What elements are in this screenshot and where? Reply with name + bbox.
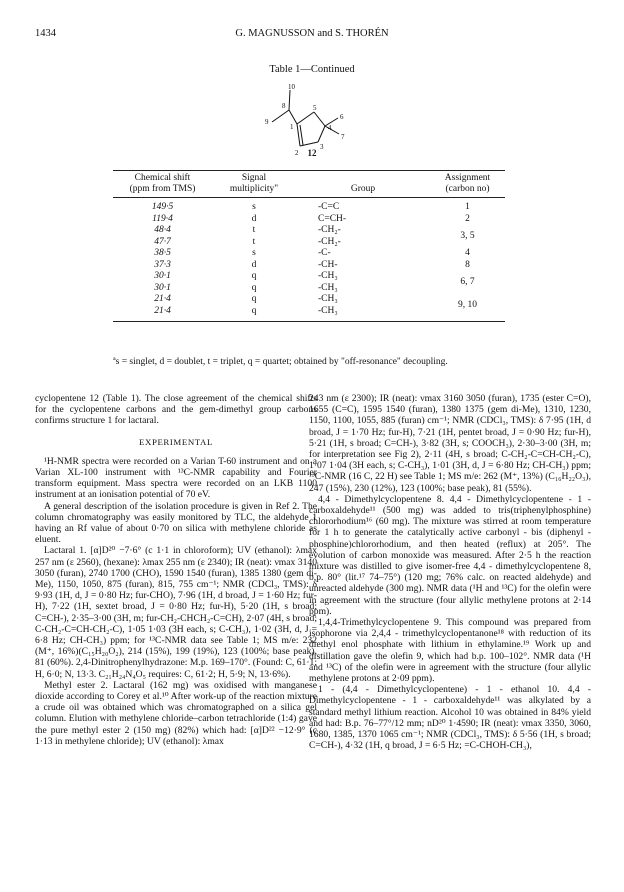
table-row: [113, 271, 505, 283]
table-footnote: ªs = singlet, d = doublet, t = triplet, q = quartet; obtained by "off-resonance" decoupling.: [113, 357, 448, 367]
paragraph: Lactaral 1. [α]D²⁰ −7·6° (c 1·1 in chloroform); UV (ethanol): λmax 257 nm (ε 2560), (hexane): λmax 255 nm (ε 2340); IR (neat): νmax 3140 3050 (furan), 2740 1700 (CHO), 1590 1540 (furan), 1385 1380 (gem di-Me), 1150, 1050, 875 (furan), 815, 755 cm⁻¹; NMR (CDCl₃, TMS): δ 9·93 (1H, d, J = 0·80 Hz; fur-CHO), 7·96 (1H, d broad, J = 1·60 Hz; fur-H), 7·22 (1H, sextet broad, J = 0·80 Hz; fur-H), 5·20 (1H, s broad; C=CH-), 2·35–3·00 (3H, m; fur-CH₂-CHCH₂-C=CH), 2·07 (4H, s broad; C-CH₂-C=CH-CH₂-C), 1·05 1·03 (3H each, s; C-CH₃), 1·02 (3H, d, J = 6·8 Hz; CH-CH₃) ppm; for ¹³C-NMR data see Table 1; MS m/e: 232 (M⁺, 16%)(C₁₅H₂₀O₂), 214 (15%), 199 (19%), 123 (100%; base peak), 81 (60%). 2,4-Dinitrophenylhydrazone: M.p. 169–170°. (Found: C, 61·1; H, 6·0; N, 13·3. C₂₁H₂₄N₄O₅ requires: C, 61·2; H, 5·9; N, 13·6%).: [35, 545, 317, 680]
cell-group: -C=C: [318, 202, 340, 212]
paragraph: A general description of the isolation procedure is given in Ref 2. The column chromatography was easily monitored by TLC, the aldehyde 1 having an Rf value of about 0·70 on silica with methylene chloride as eluent.: [35, 500, 317, 546]
cell-signal: d: [251, 259, 257, 270]
cell-signal: s: [252, 248, 256, 258]
header-chemical-shift: Chemical shift (ppm from TMS): [129, 173, 196, 194]
bond-c3-c4: [318, 126, 325, 142]
bond-c4-c6: [325, 118, 338, 126]
atom-label: 8: [282, 102, 286, 110]
paragraph: Methyl ester 2. Lactaral (162 mg) was oxidised with manganese dioxide according to Corey et al.¹⁰ After work-up of the reaction mixture a crude oil was obtained which was chromatographed on a silica gel column. Elution with methylene chloride–carbon tetrachloride (1:4) gave the pure methyl ester 2 (150 mg) (82%) which had: [α]D²² −12·9° (c 1·13 in methylene chloride); UV (ethanol): λmax: [35, 679, 317, 747]
table-row: [113, 202, 505, 214]
bond-c1-c2: [297, 124, 300, 146]
cell-assignment: 8: [465, 259, 470, 270]
cell-shift: 21·4: [154, 305, 171, 316]
table-row: [113, 260, 505, 272]
page-number: 1434: [35, 28, 56, 39]
running-header: [35, 28, 589, 42]
atom-label: 3: [320, 143, 324, 151]
cell-shift: 37·3: [154, 259, 171, 270]
bond-c1-c5: [297, 112, 314, 124]
cell-shift: 149·5: [151, 202, 174, 212]
cell-group: -CH₃: [318, 305, 338, 316]
running-authors: G. MAGNUSSON and S. THORÉN: [235, 28, 389, 39]
cell-group: -CH₂-: [318, 236, 341, 247]
atom-label: 6: [340, 113, 344, 121]
nmr-data-table: [113, 170, 505, 322]
cell-assignment: 6, 7: [460, 276, 475, 287]
compound-number: 12: [307, 148, 317, 158]
cell-group: C=CH-: [318, 213, 347, 224]
cell-assignment: 3, 5: [460, 230, 475, 241]
paragraph: 1,4,4-Trimethylcyclopentene 9. This compound was prepared from isophorone via 2,4,4 - trimethylcyclopentanone¹⁸ with reduction of its diethyl enol phosphate with lithium in ethylamine.¹⁹ Work up and distillation gave the olefin 9, which had b.p. 100–102°. NMR data (¹H and ¹³C) of the olefin were in agreement with the structure (four allylic methylene protons at 2·09 ppm).: [309, 617, 591, 685]
table-row: [113, 225, 505, 237]
cell-assignment: 2: [465, 213, 470, 224]
paragraph: cyclopentene 12 (Table 1). The close agreement of the chemical shifts for the cyclopentene carbons and the gem-dimethyl group carbons confirms structure 1 for lactaral.: [35, 393, 317, 427]
cell-signal: q: [251, 271, 257, 281]
cell-shift: 30·1: [154, 271, 171, 281]
table-header-row: [113, 171, 505, 198]
cell-group: -CH₃: [318, 294, 338, 304]
cell-assignment: 4: [465, 248, 470, 258]
paragraph: 243 nm (ε 2300); IR (neat): νmax 3160 3050 (furan), 1735 (ester C=O), 1655 (C=C), 1595 1540 (furan), 1380 1375 (gem di-Me), 1310, 1230, 1150, 1100, 1055, 885 (furan) cm⁻¹; NMR (CDCl₃, TMS): δ 7·95 (1H, d broad, J = 1·70 Hz; fur-H), 7·21 (1H, pentet broad, J = 0·90 Hz; fur-H), 5·21 (1H, s broad; C=CH-), 3·82 (3H, s; COOCH₃), 2·30–3·00 (3H, m; for interpretation see Fig 2), 2·11 (4H, s broad; C-CH₂-C=CH-CH₂-C), 1·07 1·04 (3H each, s; C-CH₃), 1·01 (3H, d, J = 6·80 Hz; CH-CH₃) ppm; ¹³C-NMR (16 C, 22 H) see Table 1; MS m/e: 262 (M⁺, 13%) (C₁₆H₂₂O₃), 247 (15%), 230 (12%), 123 (100%; base peak), 81 (55%).: [309, 393, 591, 494]
cell-signal: t: [252, 236, 256, 247]
cell-signal: q: [251, 305, 257, 316]
paragraph: ¹H-NMR spectra were recorded on a Varian T-60 instrument and on a Varian XL-100 instrument with ¹³C-NMR capability and Fourier transform equipment. Mass spectra were recorded on an LKB 1100 instrument at an ionisation potential of 70 eV.: [35, 455, 317, 501]
bond-c8-c9: [272, 110, 289, 122]
table-caption: Table 1—Continued: [269, 64, 355, 75]
cell-signal: s: [252, 202, 256, 212]
table-row: [113, 317, 505, 322]
atom-label: 4: [328, 124, 332, 132]
header-signal: Signal multiplicity": [229, 173, 279, 194]
right-column: [309, 393, 591, 752]
header-assignment: Assignment (carbon no): [444, 173, 491, 194]
cell-group: -CH₂-: [318, 225, 341, 235]
cell-shift: 21·4: [154, 294, 171, 304]
cell-signal: t: [252, 225, 256, 235]
cell-shift: 47·7: [154, 236, 171, 247]
left-column: [35, 393, 317, 747]
cell-shift: 38·5: [154, 248, 171, 258]
header-group: Group: [350, 184, 376, 194]
paragraph: 4,4 - Dimethylcyclopentene 8. 4,4 - Dimethylcyclopentene - 1 - carboxaldehyde¹¹ (500 mg) was added to tris(triphenylphosphine) chlororhodium¹⁶ (60 mg). The mixture was stirred at room temperature for 1 h to generate the catalytically active carbonyl - bis (diphenyl - phosphine)chlororhodium, and then heated (reflux) at 205°. The evolution of carbon monoxide was measured. After 2·5 h the reaction mixture was distilled to give isomer-free 4,4 - dimethylcyclopentene 8, b.p. 80° (lit.¹⁷ 74–75°) (120 mg; 76% calc. on reacted aldehyde) and unreacted aldehyde (300 mg). NMR data (¹H and ¹³C) for the olefin were in agreement with the structure (four allylic methylene protons at 2·14 ppm).: [309, 493, 591, 617]
cell-group: -CH₃: [318, 282, 338, 293]
cell-assignment: 9, 10: [458, 299, 477, 310]
atom-label: 7: [341, 133, 345, 141]
cell-group: -CH-: [318, 259, 338, 270]
bond-c1-c2-double: [300, 125, 303, 145]
bond-c8-c1: [289, 110, 297, 124]
atom-label: 10: [288, 83, 295, 91]
cell-shift: 119·4: [152, 213, 173, 224]
cell-group: -CH₃: [318, 271, 338, 281]
bond-c5-c4: [314, 112, 325, 126]
cell-shift: 48·4: [154, 225, 171, 235]
cell-shift: 30·1: [154, 282, 171, 293]
cell-signal: q: [251, 282, 257, 293]
atom-label: 5: [313, 104, 317, 112]
atom-label: 2: [295, 149, 299, 157]
atom-label: 1: [290, 123, 294, 131]
atom-label: 9: [265, 118, 269, 126]
table-row: [113, 248, 505, 260]
section-heading: EXPERIMENTAL: [139, 436, 213, 447]
bond-c10-c8: [289, 90, 290, 110]
cell-assignment: 1: [465, 202, 470, 212]
table-row: [113, 294, 505, 306]
cell-signal: q: [251, 294, 257, 304]
cell-signal: d: [251, 213, 257, 224]
paragraph: 1 - (4,4 - Dimethylcyclopentene) - 1 - ethanol 10. 4,4 - Dimethylcyclopentene - 1 - carboxaldehyde¹¹ was alkylated by a standard methyl lithium reaction. Alcohol 10 was obtained in 84% yield and had: B.p. 76–77°/12 mm; nD²⁰ 1·4590; IR (neat): νmax 3350, 3060, 1680, 1385, 1370 1065 cm⁻¹; NMR (CDCl₃, TMS): δ 5·56 (1H, s broad; C=CH-), 4·32 (1H, q broad, J = 6·5 Hz; =C-CHOH-CH₃),: [309, 684, 591, 752]
table-row: [113, 214, 505, 226]
cell-group: -C-: [318, 248, 331, 258]
